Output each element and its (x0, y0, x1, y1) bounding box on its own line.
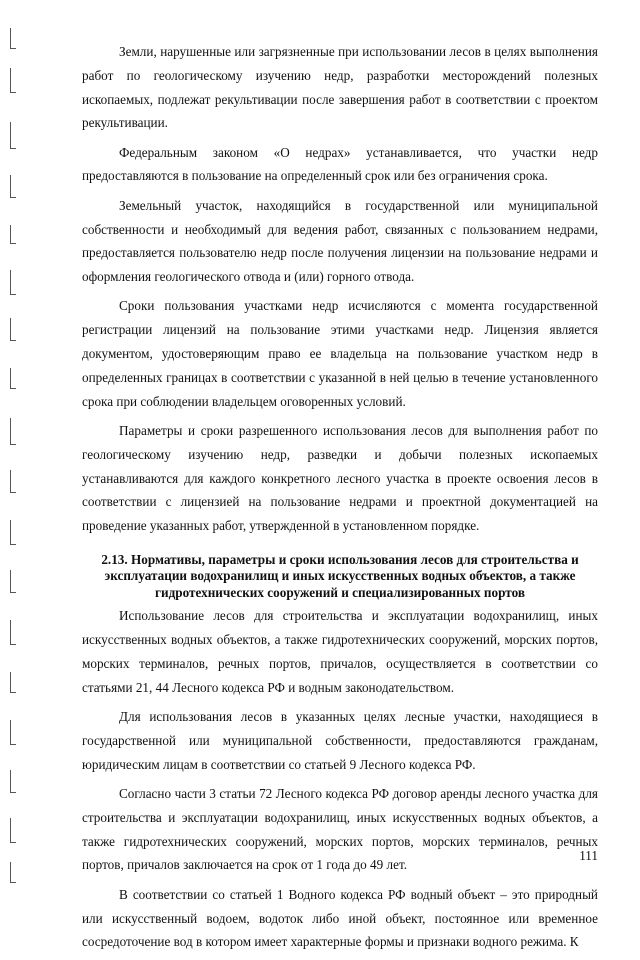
margin-mark (10, 672, 16, 693)
section-heading: 2.13. Нормативы, параметры и сроки использования лесов для строительства и эксплуатации водохранилищ и иных искусственных водных объектов, а также гидротехнических сооружений и специализированных портов (101, 551, 579, 600)
paragraph: Согласно части 3 статьи 72 Лесного кодекса РФ договор аренды лесного участка для строительства и эксплуатации водохранилищ, иных искусственных водных объектов, а также гидротехнических сооружений, морских портов, морских терминалов, речных портов, причалов заключается на срок от 1 года до 49 лет. (82, 786, 598, 873)
margin-mark (10, 720, 16, 745)
margin-mark (10, 28, 16, 49)
margin-mark (10, 470, 16, 493)
paragraph: Земельный участок, находящийся в государственной или муниципальной собственности и необходимый для ведения работ, связанных с пользованием недрами, предоставляется пользователю недр после получения лицензии на пользование недрами и оформления геологического отвода и (или) горного отвода. (82, 197, 598, 285)
margin-mark (10, 570, 16, 593)
paragraph: Сроки пользования участками недр исчисляются с момента государственной регистрации лицензий на пользование этими участками недр. Лицензия является документом, удостоверяющим право ее владельца на пользование участком недр в определенных границах в соответствии с указанной в ней целью в течение установленного срока при соблюдении владельцем оговоренных условий. (82, 298, 598, 409)
margin-mark (10, 225, 16, 244)
margin-mark (10, 318, 16, 341)
margin-mark (10, 770, 16, 793)
margin-mark (10, 368, 16, 389)
page-number: 111 (579, 848, 598, 863)
margin-mark (10, 520, 16, 545)
binding-margin-marks (0, 0, 30, 905)
margin-mark (10, 175, 16, 198)
document-page (82, 40, 598, 960)
paragraph: Для использования лесов в указанных целях лесные участки, находящиеся в государственной или муниципальной собственности, предоставляются гражданам, юридическим лицам в соответствии со статьей 9 Лесного кодекса РФ. (82, 709, 598, 772)
paragraph: Федеральным законом «О недрах» устанавливается, что участки недр предоставляются в пользование на определенный срок или без ограничения срока. (82, 144, 598, 184)
paragraph: В соответствии со статьей 1 Водного кодекса РФ водный объект – это природный или искусственный водоем, водоток либо иной объект, постоянное или временное сосредоточение вод в котором имеет характерные формы и признаки водного режима. К (82, 886, 598, 950)
margin-mark (10, 862, 16, 883)
margin-mark (10, 68, 16, 93)
margin-mark (10, 418, 16, 445)
paragraph: Параметры и сроки разрешенного использования лесов для выполнения работ по геологическому изучению недр, разведки и добычи полезных ископаемых устанавливаются для каждого конкретного лесного участка в проекте освоения лесов в соответствии с лицензией на пользование недрами и проектной документацией на проведение указанных работ, утвержденной в установленном порядке. (82, 422, 598, 534)
paragraph: Использование лесов для строительства и эксплуатации водохранилищ, иных искусственных водных объектов, а также гидротехнических сооружений, морских портов, морских терминалов, речных портов, причалов, осуществляется в соответствии со статьями 21, 44 Лесного кодекса РФ и водным законодательством. (82, 608, 598, 695)
paragraph: Земли, нарушенные или загрязненные при использовании лесов в целях выполнения работ по геологическому изучению недр, разработки месторождений полезных ископаемых, подлежат рекультивации после завершения работ в соответствии с проектом рекультивации. (82, 44, 598, 131)
margin-mark (10, 818, 16, 843)
margin-mark (10, 270, 16, 295)
margin-mark (10, 620, 16, 645)
margin-mark (10, 122, 16, 149)
